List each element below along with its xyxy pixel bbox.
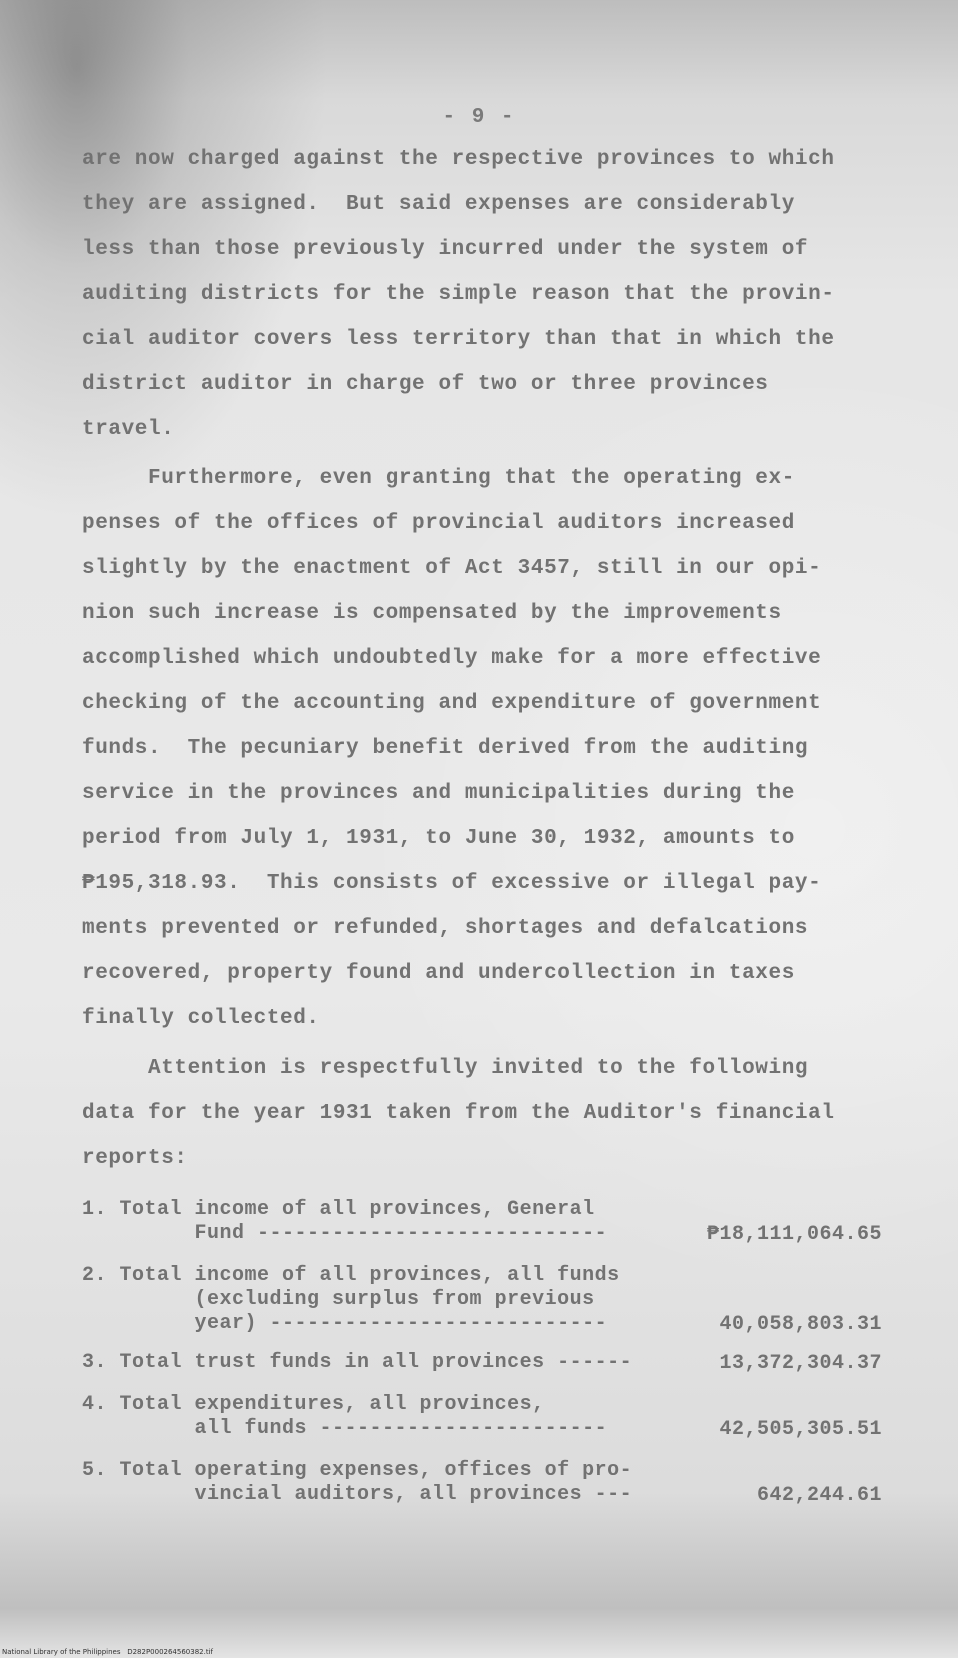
text-line: data for the year 1931 taken from the Auditor's financial	[82, 1102, 835, 1125]
item-amount: 642,244.61	[756, 1484, 882, 1507]
item-label: 4. Total expenditures, all provinces, all funds -----------------------	[82, 1393, 608, 1440]
text-line: ments prevented or refunded, shortages and defalcations	[82, 917, 809, 940]
text-line: they are assigned. But said expenses are considerably	[82, 193, 795, 216]
text-line: finally collected.	[82, 1007, 320, 1030]
text-line: auditing districts for the simple reason that the provin-	[82, 283, 835, 306]
list-item	[82, 1459, 882, 1507]
text-line: Furthermore, even granting that the operating ex-	[82, 467, 795, 490]
item-amount: 42,505,305.51	[719, 1418, 882, 1441]
list-item	[82, 1351, 882, 1375]
text-line: Attention is respectfully invited to the following	[82, 1057, 809, 1080]
text-line: less than those previously incurred under the system of	[82, 238, 809, 261]
scan-footer	[2, 1648, 213, 1656]
item-label: 2. Total income of all provinces, all funds (excluding surplus from previous year) ---------------------------	[82, 1264, 620, 1335]
text-line: travel.	[82, 418, 175, 441]
item-amount: 13,372,304.37	[719, 1352, 882, 1375]
item-label: 5. Total operating expenses, offices of pro- vincial auditors, all provinces ---	[82, 1459, 633, 1506]
text-line: nion such increase is compensated by the improvements	[82, 602, 782, 625]
footer-library: National Library of the Philippines	[2, 1648, 121, 1656]
text-line: service in the provinces and municipalities during the	[82, 782, 795, 805]
text-line: accomplished which undoubtedly make for a more effective	[82, 647, 822, 670]
text-line: are now charged against the respective provinces to which	[82, 148, 835, 171]
text-line: ₱195,318.93. This consists of excessive or illegal pay-	[82, 872, 822, 895]
text-line: penses of the offices of provincial auditors increased	[82, 512, 795, 535]
text-line: recovered, property found and undercollection in taxes	[82, 962, 795, 985]
list-item	[82, 1393, 882, 1441]
text-line: period from July 1, 1931, to June 30, 1932, amounts to	[82, 827, 795, 850]
text-line: funds. The pecuniary benefit derived from the auditing	[82, 737, 809, 760]
text-line: checking of the accounting and expenditure of government	[82, 692, 822, 715]
item-label: 3. Total trust funds in all provinces ------	[82, 1351, 633, 1374]
page-number: - 9 -	[442, 106, 516, 129]
text-line: district auditor in charge of two or three provinces	[82, 373, 769, 396]
footer-file-id: D282P000264560382.tif	[127, 1648, 213, 1656]
text-line: reports:	[82, 1147, 188, 1170]
item-label: 1. Total income of all provinces, General Fund ----------------------------	[82, 1198, 608, 1245]
text-line: slightly by the enactment of Act 3457, still in our opi-	[82, 557, 822, 580]
item-amount: 40,058,803.31	[719, 1313, 882, 1336]
item-amount: ₱18,111,064.65	[706, 1223, 882, 1246]
list-item	[82, 1264, 882, 1336]
text-line: cial auditor covers less territory than that in which the	[82, 328, 835, 351]
list-item	[82, 1198, 882, 1246]
